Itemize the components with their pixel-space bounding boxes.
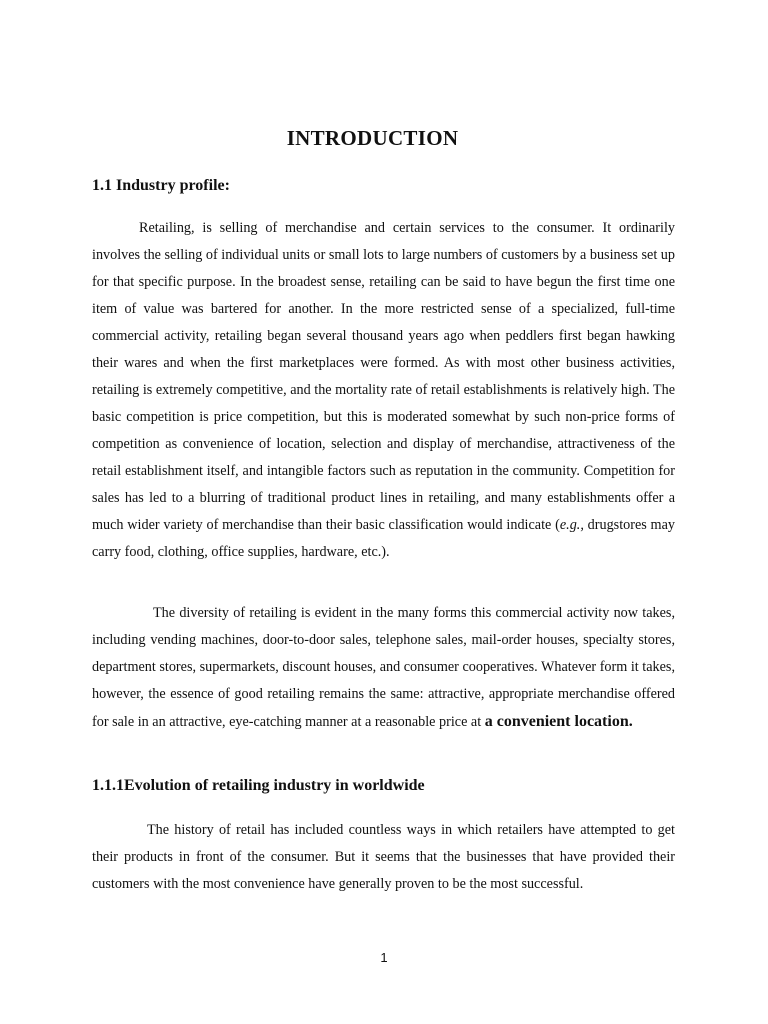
page-title: INTRODUCTION <box>286 126 459 150</box>
subsection-heading: 1.1.1Evolution of retailing industry in worldwide <box>92 777 425 794</box>
paragraph-retailing-diversity <box>92 600 675 736</box>
paragraph-retailing-definition <box>92 215 675 566</box>
page-number: 1 <box>380 950 388 965</box>
paragraph-text: is selling of merchandise and certain services to the consumer. It ordinarily involves the selling of individual units or small lots to large numbers of customers by a business set up for that specific purpose. In the broadest sense, retailing can be said to have begun the first time one item of value was bartered for another. In the more restricted sense of a specialized, full-time commercial activity, retailing began several thousand years ago when peddlers first began hawking their wares and when the first marketplaces were formed. As with most other business activities, retailing is extremely competitive, and the mortality rate of retail establishments is relatively high. The basic competition is price competition, but this is moderated somewhat by such non-price forms of competition as convenience of location, selection and display of merchandise, attractiveness of the retail establishment itself, and intangible factors such as reputation in the community. Competition for sales has led to a blurring of traditional product lines in retailing, and many establishments offer a much wider variety of merchandise than their basic classification would indicate ( <box>92 220 675 533</box>
paragraph-lead: Retailing, <box>139 220 195 236</box>
paragraph-text: drugstores may carry food, clothing, office supplies, hardware, etc.). <box>92 517 675 560</box>
paragraph-retail-history <box>92 817 675 898</box>
eg-abbreviation: e.g., <box>559 517 584 533</box>
section-heading: 1.1 Industry profile: <box>92 177 230 194</box>
paragraph-text: The diversity of retailing is evident in the many forms this commercial activity now takes, including vending machines, door-to-door sales, telephone sales, mail-order houses, specialty stores, department stores, supermarkets, discount houses, and consumer cooperatives. Whatever form it takes, however, the essence of good retailing remains the same: attractive, appropriate merchandise offered for sale in an attractive, eye-catching manner at a reasonable price at <box>92 605 675 730</box>
paragraph-text: The history of retail has included countless ways in which retailers have attempted to get their products in front of the consumer. But it seems that the businesses that have provided their customers with the most convenience have generally proven to be the most successful. <box>92 822 675 892</box>
emphasis-text: a convenient location. <box>484 713 633 730</box>
